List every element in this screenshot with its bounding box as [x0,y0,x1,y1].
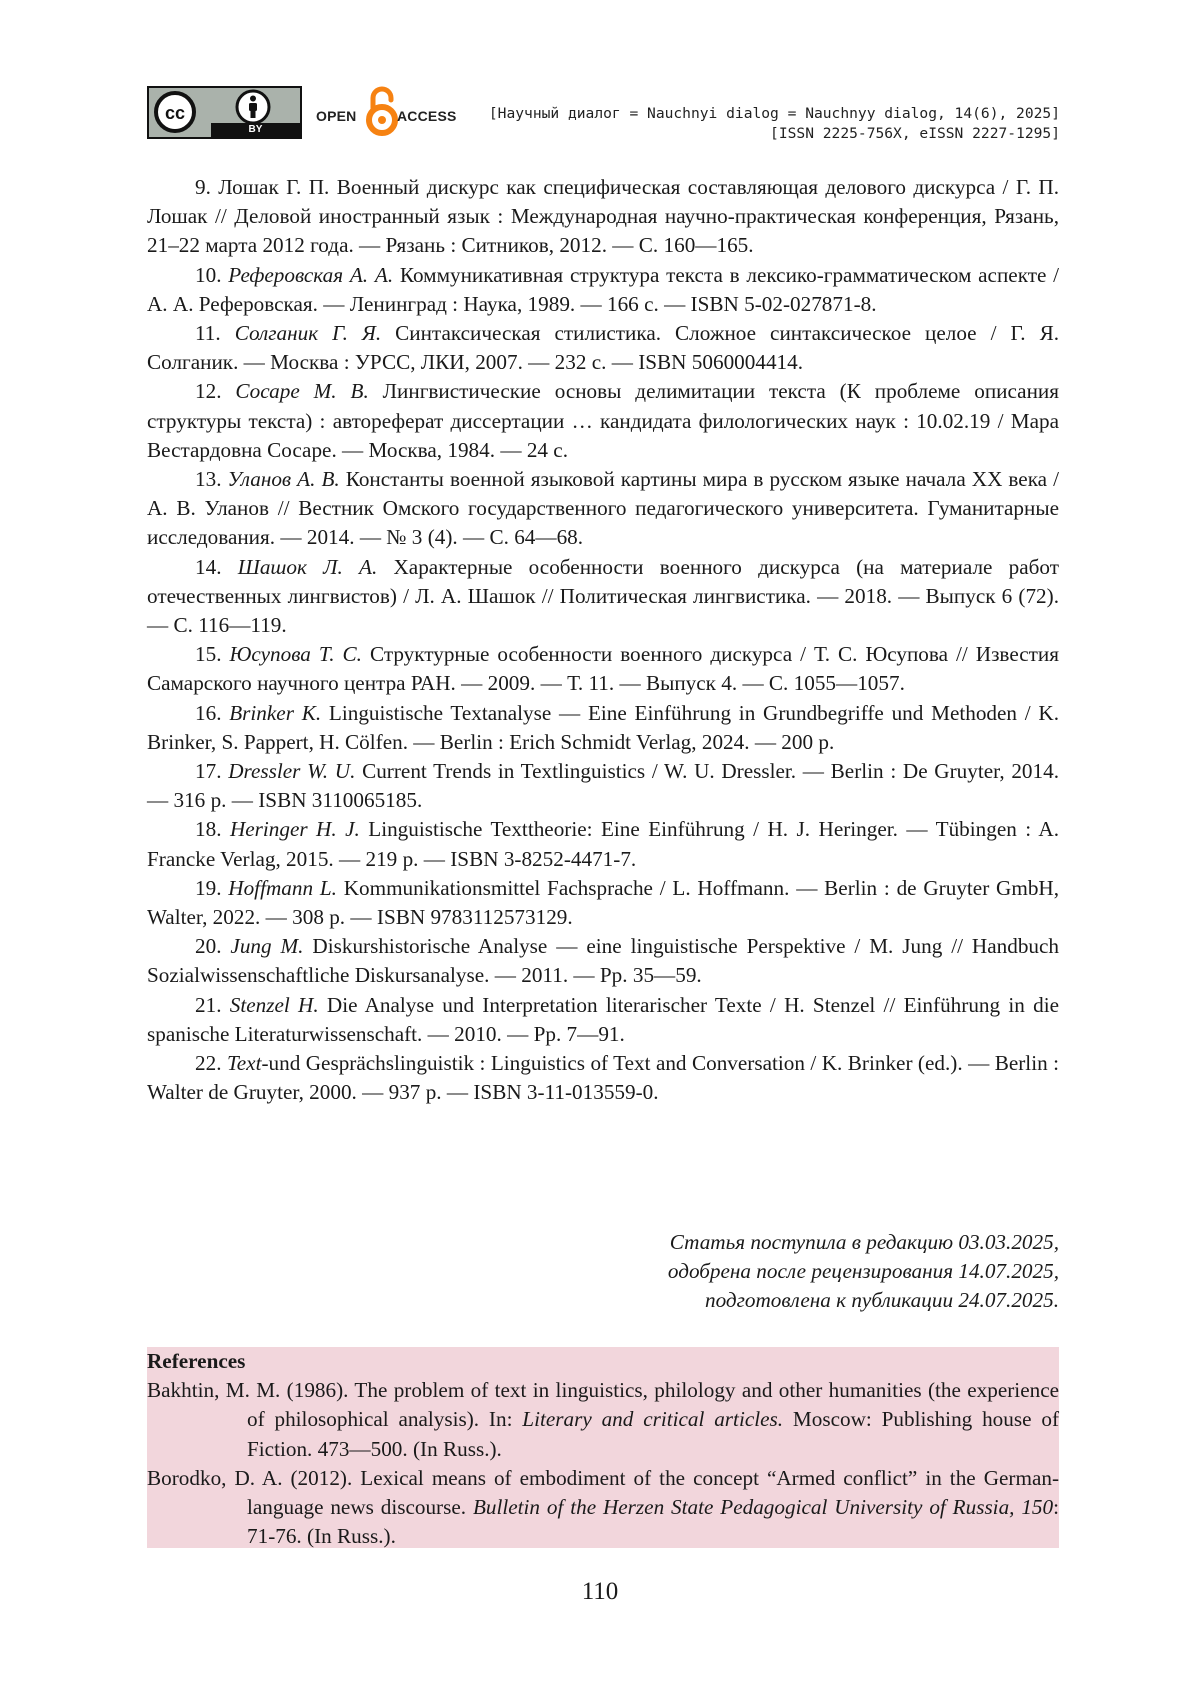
references-heading: References [147,1349,246,1373]
reference-item: 19. Hoffmann L. Kommunikationsmittel Fachsprache / L. Hoffmann. — Berlin : de Gruyter GmbH, Walter, 2022. — 308 p. — ISBN 9783112573129. [147,875,1060,930]
references-en-section [147,1347,1059,1548]
reference-item: 17. Dressler W. U. Current Trends in Textlinguistics / W. U. Dressler. — Berlin : De Gruyter, 2014. — 316 p. — ISBN 3110065185. [147,759,1060,813]
reference-list [147,173,1059,1108]
reference-item: 13. Уланов А. В. Константы военной языковой картины мира в русском языке начала XX века / А. В. Уланов // Вестник Омского государственного педагогического университета. Гуманитарные исследования. — 2014. — № 3 (4). — С. 64—68. [147,467,1060,550]
reference-author: Уланов А. В. [227,467,340,492]
reference-item: 18. Heringer H. J. Linguistische Texttheorie: Eine Einführung / H. J. Heringer. — Tübingen : A. Francke Verlag, 2015. — 219 p. — ISBN 3-8252-4471-7. [147,817,1060,871]
cc-by-license-badge[interactable] [147,86,302,139]
reference-author: Jung M. [230,934,304,959]
reference-author: Text- [226,1051,269,1076]
open-label: OPEN [316,108,357,124]
reference-author: Hoffmann L. [228,875,337,900]
svg-text:cc: cc [164,103,186,123]
reference-item: 12. Сосаре М. В. Лингвистические основы делимитации текста (К проблеме описания структуры текста) : автореферат диссертации … кандидата филологических наук : 10.02.19 / Мара Вестардовна Сосаре. — Москва, 1984. — 24 с. [147,379,1060,462]
reference-author: Heringer H. J. [229,817,360,842]
reference-author: Солганик Г. Я. [234,321,382,346]
attribution-person-icon [234,88,272,126]
reference-item: 14. Шашок Л. А. Характерные особенности военного дискурса (на материале работ отечественных лингвистов) / Л. А. Шашок // Политическая лингвистика. — 2018. — Выпуск 6 (72). — С. 116—119. [147,554,1060,638]
issn-line: [ISSN 2225-756X, eISSN 2227-1295] [770,125,1060,142]
reference-author: Dressler W. U. [228,759,356,784]
article-dates [359,1228,1059,1316]
reference-item: 21. Stenzel H. Die Analyse und Interpretation literarischer Texte / H. Stenzel // Einführung in die spanische Literaturwissenschaft. — 2010. — Pp. 7—91. [147,992,1059,1046]
reference-item: 9. Лошак Г. П. Военный дискурс как специфическая составляющая делового дискурса / Г. П. Лошак // Деловой иностранный язык : Международная научно-практическая конференция, Рязань, 21–22 марта 2012 года. — Рязань : Ситников, 2012. — С. 160—165. [147,175,1059,258]
journal-line: [Научный диалог = Nauchnyi dialog = Nauchnyy dialog, 14(6), 2025] [488,105,1060,122]
reference-item: 10. Реферовская А. А. Коммуникативная структура текста в лексико-грамматическом аспекте / А. А. Реферовская. — Ленинград : Наука, 1989. — 166 с. — ISBN 5-02-027871-8. [147,262,1060,316]
reference-author: Реферовская А. А. [228,262,394,287]
reference-author: Юсупова Т. С. [229,642,362,667]
prepared-date: подготовлена к публикации 24.07.2025. [704,1288,1059,1313]
reference-item: 15. Юсупова Т. С. Структурные особенности военного дискурса / Т. С. Юсупова // Известия Самарского научного центра РАН. — 2009. — Т. 11. — Выпуск 4. — С. 1055—1057. [147,642,1059,696]
reference-author: Stenzel H. [229,992,319,1017]
reference-en-item: Bakhtin, M. M. (1986). The problem of text in linguistics, philology and other humanities (the experience of philosophical analysis). In: Literary and critical articles. Moscow: Publishing house of Fiction. 473—500. (In Russ.). [147,1378,1059,1461]
received-date: Статья поступила в редакцию 03.03.2025, [669,1230,1059,1254]
access-label: ACCESS [397,108,457,124]
reference-item: 22. Text-und Gesprächslinguistik : Linguistics of Text and Conversation / K. Brinker (ed.). — Berlin : Walter de Gruyter, 2000. — 937 p. — ISBN 3-11-013559-0. [147,1051,1060,1105]
reference-author: Сосаре М. В. [235,379,369,404]
by-label: BY [211,123,300,137]
page-number: 110 [581,1578,619,1605]
reference-item: 16. Brinker K. Linguistische Textanalyse — Eine Einführung in Grundbegriffe und Methoden / K. Brinker, S. Pappert, H. Cölfen. — Berlin : Erich Schmidt Verlag, 2024. — 200 p. [147,700,1059,754]
creative-commons-icon [153,90,197,134]
reference-en-item: Borodko, D. A. (2012). Lexical means of embodiment of the concept “Armed conflict” in the German-language news discourse. Bulletin of the Herzen State Pedagogical University of Russia, 150: 71-76. (In Russ.). [147,1465,1059,1549]
reference-author: Шашок Л. А. [237,554,378,579]
journal-citation-info [489,104,1060,144]
approved-date: одобрена после рецензирования 14.07.2025, [667,1259,1059,1284]
open-access-logo[interactable] [316,86,456,138]
reference-item: 11. Солганик Г. Я. Синтаксическая стилистика. Сложное синтаксическое целое / Г. Я. Солганик. — Москва : УРСС, ЛКИ, 2007. — 232 с. — ISBN 5060004414. [147,321,1060,375]
reference-author: Brinker K. [229,700,322,725]
open-lock-icon [364,86,400,138]
reference-item: 20. Jung M. Diskurshistorische Analyse — eine linguistische Perspektive / M. Jung // Handbuch Sozialwissenschaftliche Diskursanalyse. — 2011. — Pp. 35—59. [147,934,1060,988]
